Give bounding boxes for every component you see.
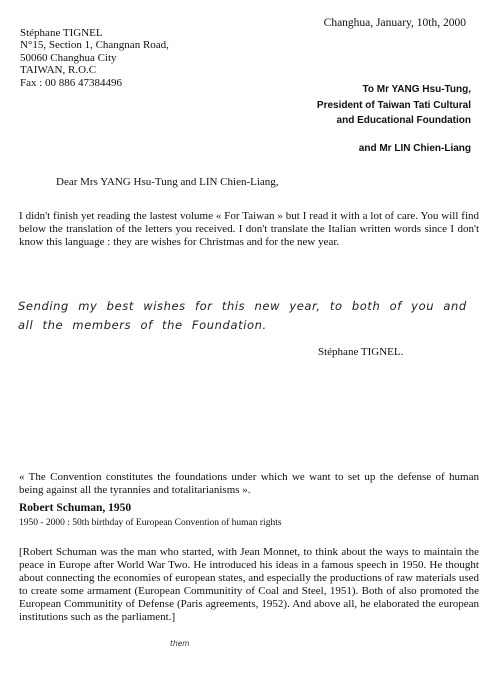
handwritten-note: Sending my best wishes for this new year, to both of you and all the members of the Foundation.	[18, 299, 467, 332]
quote-author: Robert Schuman, 1950	[19, 502, 132, 514]
paragraph-schuman: [Robert Schuman was the man who started, with Jean Monnet, to think about the ways to maintain the peace in Europe after World War Two. He introduced his ideas in a famous speech in 1950. He thought about connecting the economies of european states, and especially the productions of raw materials used to create some armament (European Communitity of Coal and Steel, 1951). Both of also promoted the European Communitity of Defense (Paris agreements, 1952). And above all, he elaborated the european institutions such as the parliament.]	[19, 546, 479, 623]
quote-text: « The Convention constitutes the foundations under which we want to set up the defense of human being against all the tyrannies and totalitarianisms ».	[19, 471, 479, 496]
sender-address-line2: 50060 Changhua City	[20, 51, 117, 64]
recipient-line1: To Mr YANG Hsu-Tung,	[362, 84, 471, 95]
salutation: Dear Mrs YANG Hsu-Tung and LIN Chien-Liang,	[56, 176, 279, 188]
sender-address-line1: N°15, Section 1, Changnan Road,	[20, 39, 169, 52]
recipient-line3: and Educational Foundation	[336, 115, 471, 126]
recipient-line2: President of Taiwan Tati Cultural	[316, 99, 471, 111]
handwritten-marginal-note: them	[170, 639, 190, 648]
sender-block	[20, 27, 169, 89]
recipient-block	[317, 82, 471, 156]
sender-name: Stéphane TIGNEL	[20, 27, 103, 39]
date-line: Changhua, January, 10th, 2000	[323, 17, 466, 29]
sender-country: TAIWAN, R.O.C	[20, 64, 97, 77]
sender-fax: Fax : 00 886 47384496	[20, 76, 123, 89]
signature: Stéphane TIGNEL.	[318, 346, 404, 358]
recipient-line4: and Mr LIN Chien-Liang	[358, 142, 471, 154]
paragraph-intro: I didn't finish yet reading the lastest volume « For Taiwan » but I read it with a lot of care. You will find below the translation of the letters you received. I don't translate the Italian written words since I don't know this language : they are wishes for Christmas and for the new year.	[19, 210, 479, 248]
quote-caption: 1950 - 2000 : 50th birthday of European Convention of human rights	[19, 518, 282, 528]
